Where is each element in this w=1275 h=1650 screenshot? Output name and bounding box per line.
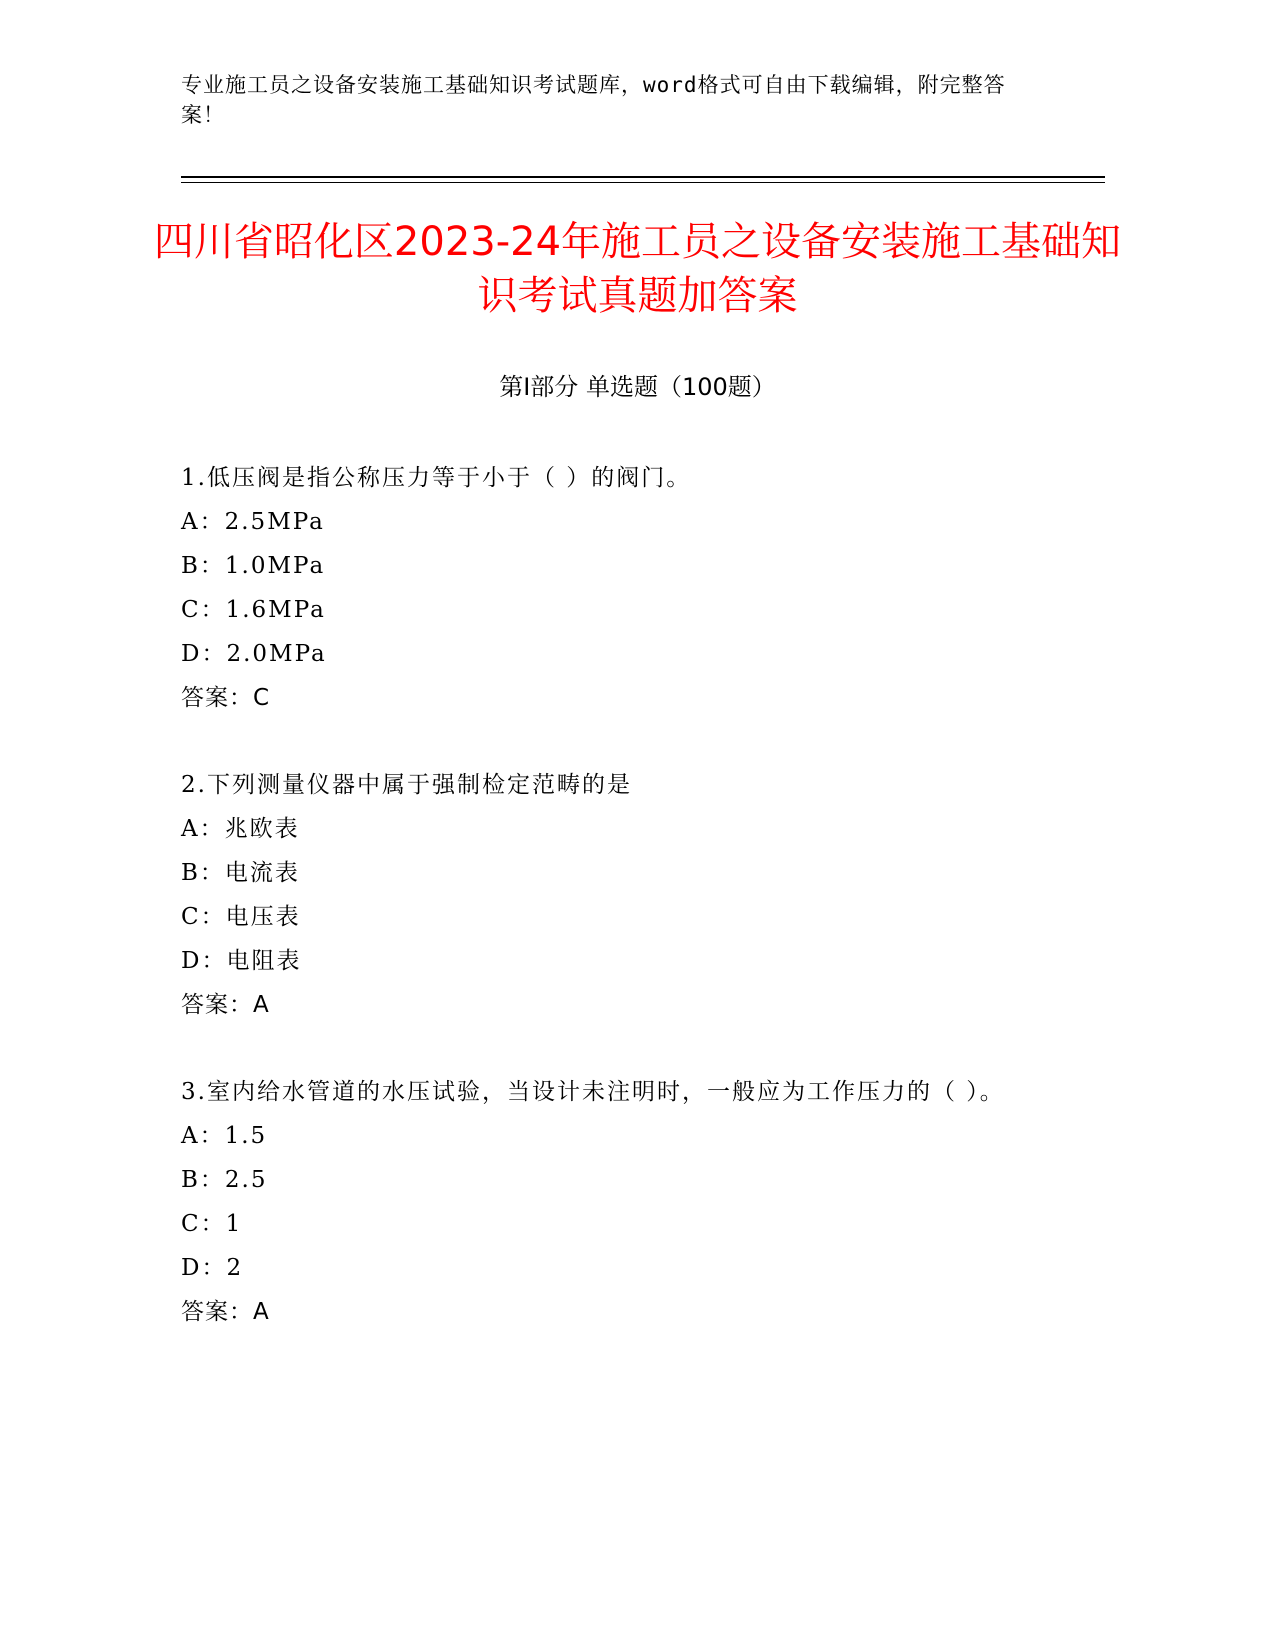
question-2 (181, 763, 1041, 1027)
option-b: B：2.5 (181, 1167, 268, 1193)
answer: 答案：C (181, 685, 271, 711)
answer: 答案：A (181, 992, 270, 1018)
question-stem: 3.室内给水管道的水压试验，当设计未注明时，一般应为工作压力的（ ）。 (181, 1079, 1005, 1105)
option-c: C：1 (181, 1211, 243, 1237)
question-list (181, 456, 1041, 1377)
question-stem: 1.低压阀是指公称压力等于小于（ ）的阀门。 (181, 465, 692, 491)
document-title: 四川省昭化区2023-24年施工员之设备安装施工基础知识考试真题加答案 (153, 219, 1122, 319)
option-c: C：1.6MPa (181, 597, 326, 623)
option-a: A：兆欧表 (181, 816, 300, 842)
answer: 答案：A (181, 1299, 270, 1325)
option-d: D：2.0MPa (181, 641, 327, 667)
option-c: C：电压表 (181, 904, 301, 930)
header-note: 专业施工员之设备安装施工基础知识考试题库，word格式可自由下载编辑，附完整答案！ (181, 73, 1006, 127)
question-3 (181, 1070, 1041, 1334)
option-d: D：电阻表 (181, 948, 302, 974)
option-b: B：1.0MPa (181, 553, 326, 579)
option-a: A：2.5MPa (181, 509, 325, 535)
header-divider-thin (181, 182, 1105, 183)
section-heading: 第Ⅰ部分 单选题（100题） (499, 373, 776, 401)
option-d: D：2 (181, 1255, 244, 1281)
question-stem: 2.下列测量仪器中属于强制检定范畴的是 (181, 772, 632, 798)
header-divider-thick (181, 176, 1105, 178)
option-b: B：电流表 (181, 860, 300, 886)
option-a: A：1.5 (181, 1123, 268, 1149)
question-1 (181, 456, 1041, 720)
